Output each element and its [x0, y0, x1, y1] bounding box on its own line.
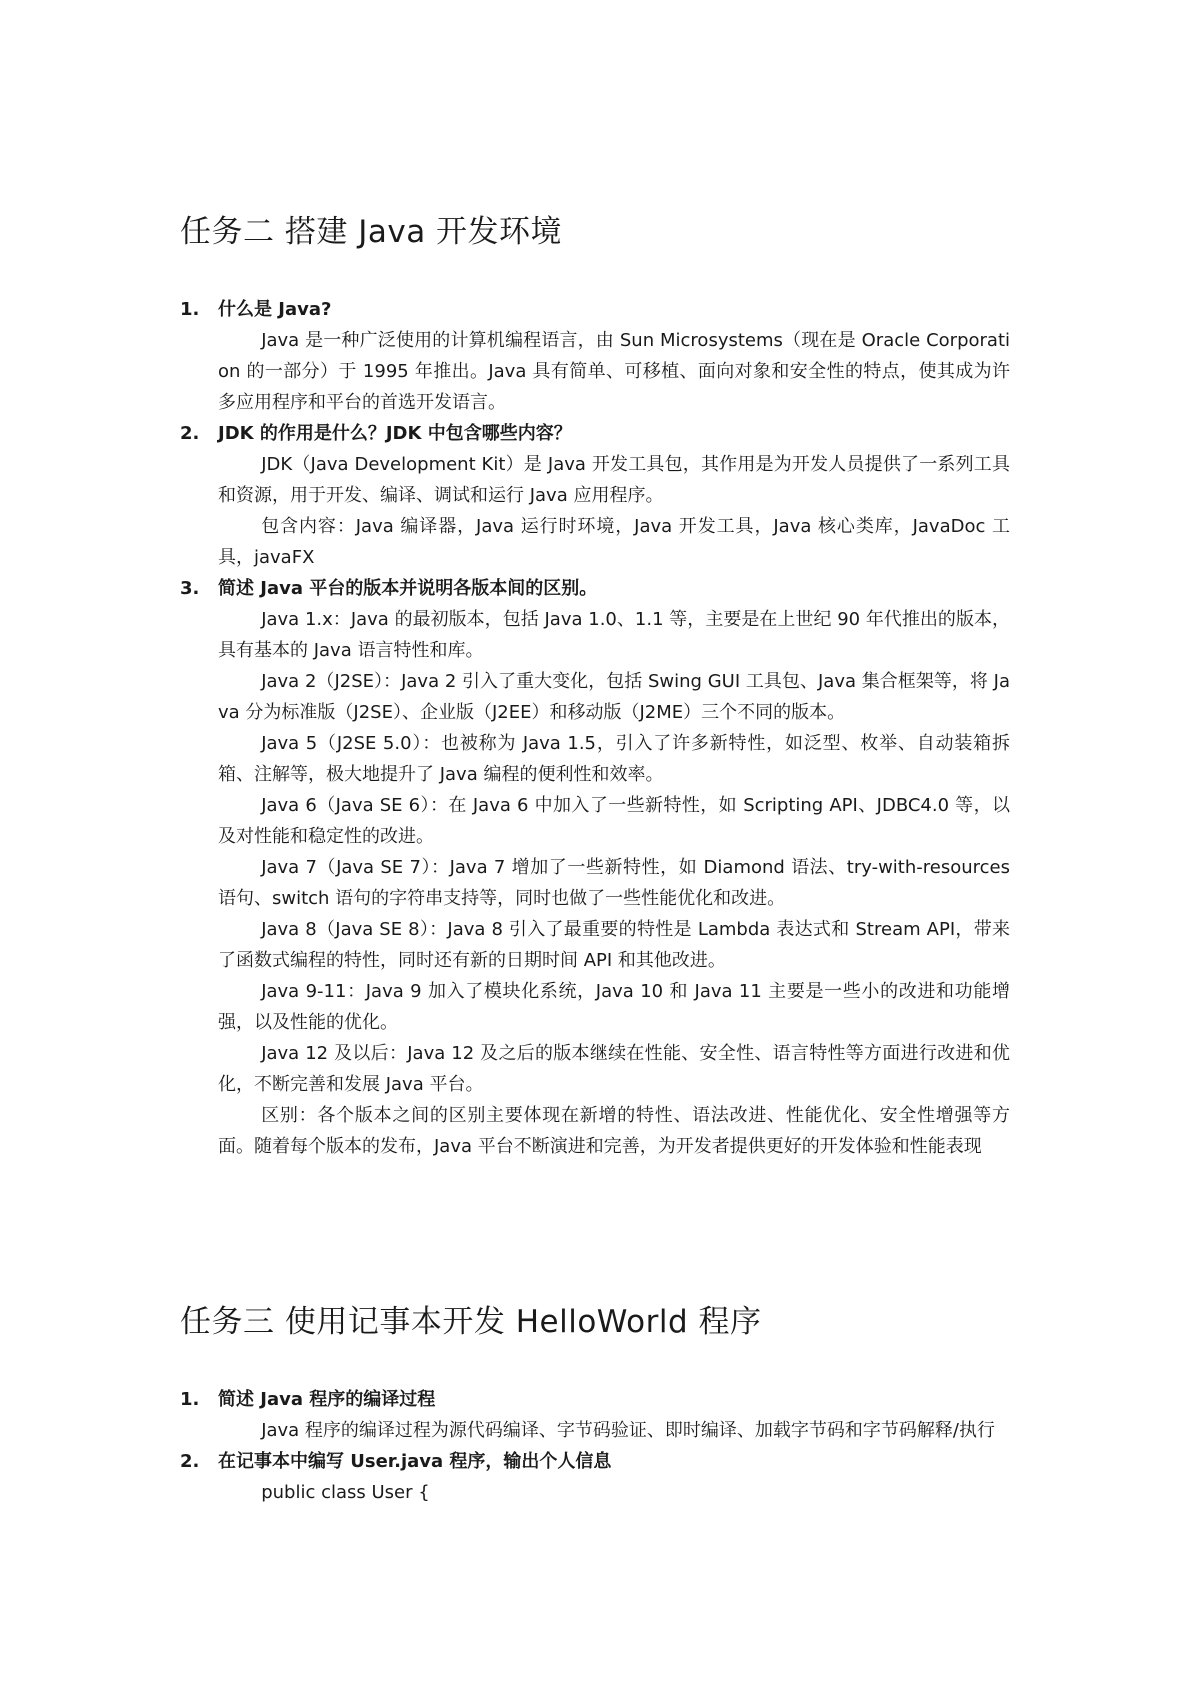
question-number: 2.	[180, 1451, 200, 1472]
answer-paragraph: Java 5（J2SE 5.0）：也被称为 Java 1.5，引入了许多新特性，如泛型、枚举、自动装箱拆箱、注解等，极大地提升了 Java 编程的便利性和效率。	[218, 733, 1010, 785]
question-number: 3.	[180, 578, 200, 599]
answer-paragraph: 区别：各个版本之间的区别主要体现在新增的特性、语法改进、性能优化、安全性增强等方面。随着每个版本的发布，Java 平台不断演进和完善，为开发者提供更好的开发体验和性能表现	[218, 1105, 1010, 1157]
question-number: 1.	[180, 299, 200, 320]
answer-paragraph: Java 是一种广泛使用的计算机编程语言，由 Sun Microsystems（现在是 Oracle Corporation 的一部分）于 1995 年推出。Java 具有简单、可移植、面向对象和安全性的特点，使其成为许多应用程序和平台的首选开发语言。	[218, 330, 1010, 413]
task3-question-list	[180, 1384, 1010, 1508]
answer-paragraph: Java 2（J2SE）：Java 2 引入了重大变化，包括 Swing GUI 工具包、Java 集合框架等，将 Java 分为标准版（J2SE）、企业版（J2EE）和移动版（J2ME）三个不同的版本。	[218, 671, 1010, 723]
task3-section	[180, 1302, 1010, 1508]
question-title: 简述 Java 程序的编译过程	[218, 1389, 436, 1410]
question-title: 简述 Java 平台的版本并说明各版本间的区别。	[218, 578, 598, 599]
question-number: 1.	[180, 1389, 200, 1410]
answer-paragraph: Java 7（Java SE 7）：Java 7 增加了一些新特性，如 Diamond 语法、try-with-resources 语句、switch 语句的字符串支持等，同时也做了一些性能优化和改进。	[218, 857, 1010, 909]
question-title: 什么是 Java?	[218, 299, 332, 320]
question-number: 2.	[180, 423, 200, 444]
task2-question-list	[180, 294, 1010, 1162]
code-line: public class User {	[261, 1482, 430, 1503]
task2-question-1	[180, 294, 1010, 418]
answer-paragraph: Java 8（Java SE 8）：Java 8 引入了最重要的特性是 Lambda 表达式和 Stream API，带来了函数式编程的特性，同时还有新的日期时间 API 和其他改进。	[218, 919, 1010, 971]
task3-question-1	[180, 1384, 1010, 1446]
question-title: 在记事本中编写 User.java 程序，输出个人信息	[218, 1451, 612, 1472]
task2-title: 任务二 搭建 Java 开发环境	[180, 214, 563, 250]
question-title: JDK 的作用是什么？JDK 中包含哪些内容？	[218, 423, 572, 444]
task3-title: 任务三 使用记事本开发 HelloWorld 程序	[180, 1304, 762, 1340]
task2-question-3	[180, 573, 1010, 1162]
answer-paragraph: Java 9-11：Java 9 加入了模块化系统，Java 10 和 Java 11 主要是一些小的改进和功能增强，以及性能的优化。	[218, 981, 1010, 1033]
answer-paragraph: JDK（Java Development Kit）是 Java 开发工具包，其作用是为开发人员提供了一系列工具和资源，用于开发、编译、调试和运行 Java 应用程序。	[218, 454, 1010, 506]
task2-section	[180, 212, 1010, 1162]
answer-paragraph: 包含内容：Java 编译器，Java 运行时环境，Java 开发工具，Java 核心类库，JavaDoc 工具，javaFX	[218, 516, 1010, 568]
answer-paragraph: Java 程序的编译过程为源代码编译、字节码验证、即时编译、加载字节码和字节码解释/执行	[261, 1420, 995, 1441]
task2-question-2	[180, 418, 1010, 573]
answer-paragraph: Java 12 及以后：Java 12 及之后的版本继续在性能、安全性、语言特性等方面进行改进和优化，不断完善和发展 Java 平台。	[218, 1043, 1010, 1095]
task3-question-2	[180, 1446, 1010, 1508]
answer-paragraph: Java 1.x：Java 的最初版本，包括 Java 1.0、1.1 等，主要是在上世纪 90 年代推出的版本，具有基本的 Java 语言特性和库。	[218, 609, 1010, 661]
answer-paragraph: Java 6（Java SE 6）：在 Java 6 中加入了一些新特性，如 Scripting API、JDBC4.0 等，以及对性能和稳定性的改进。	[218, 795, 1010, 847]
